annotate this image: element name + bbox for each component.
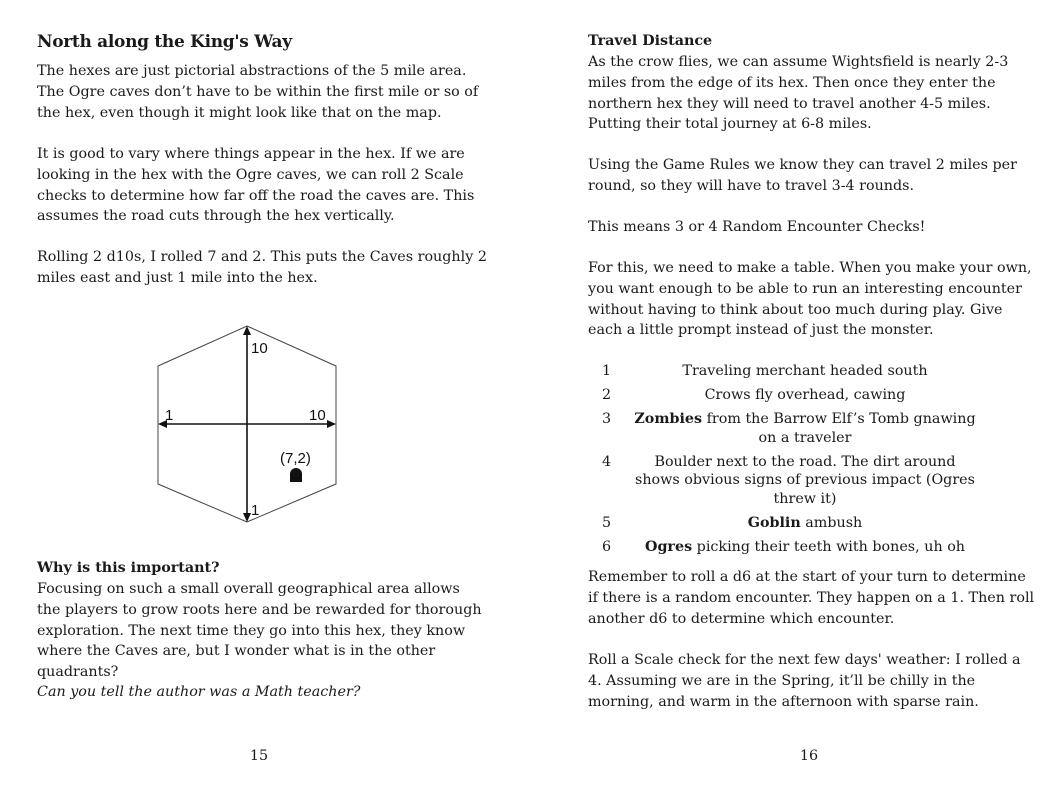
encounter-table [588, 362, 980, 562]
table-row [588, 453, 980, 514]
paragraph: The hexes are just pictorial abstractions of the 5 mile area. The Ogre caves don’t have to be within the first mile or so of the hex, even though it might look like that on the map. [37, 63, 479, 121]
encounter-description: Zombies from the Barrow Elf’s Tomb gnawing on a traveler [634, 411, 976, 446]
closing-note: Can you tell the author was a Math teacher? [37, 684, 361, 700]
axis-label-right: 10 [309, 407, 326, 424]
table-row [588, 362, 980, 386]
paragraph: Remember to roll a d6 at the start of your turn to determine if there is a random encounter. They happen on a 1. Then roll another d6 to determine which encounter. [588, 569, 1035, 627]
axis-label-top: 10 [251, 340, 268, 357]
section-heading: North along the King's Way [37, 32, 292, 52]
paragraph: Using the Game Rules we know they can travel 2 miles per round, so they will have to travel 3-4 rounds. [588, 157, 1017, 194]
page-number: 15 [249, 748, 269, 764]
why-heading: Why is this important? [37, 560, 220, 576]
paragraph: Rolling 2 d10s, I rolled 7 and 2. This puts the Caves roughly 2 miles east and just 1 mile into the hex. [37, 249, 487, 286]
encounter-number: 4 [602, 453, 612, 470]
encounter-description: Goblin ambush [747, 514, 863, 531]
paragraph: This means 3 or 4 Random Encounter Checks! [588, 219, 926, 235]
encounter-number: 2 [602, 387, 612, 403]
monster-name: Zombies [634, 411, 703, 427]
table-row [588, 514, 980, 538]
arrow-right-icon [327, 420, 336, 428]
encounter-description: Ogres picking their teeth with bones, uh oh [644, 538, 966, 555]
encounter-number: 6 [602, 538, 612, 555]
paragraph: As the crow flies, we can assume Wightsfield is nearly 2-3 miles from the edge of its hex. Then once they enter the northern hex they will need to travel another 4-5 miles. Putting their total journey at 6-8 miles. [588, 54, 1009, 133]
travel-heading: Travel Distance [588, 33, 713, 49]
hex-grid-diagram [150, 320, 350, 530]
axis-label-left: 1 [165, 407, 174, 424]
axis-label-bottom: 1 [251, 502, 260, 519]
paragraph: Roll a Scale check for the next few days' weather: I rolled a 4. Assuming we are in the Spring, it’ll be chilly in the morning, and warm in the afternoon with sparse rain. [588, 652, 1021, 710]
paragraph: For this, we need to make a table. When you make your own, you want enough to be able to run an interesting encounter without having to think about too much during play. Give each a little prompt instead of just the monster. [588, 260, 1032, 339]
table-row [588, 386, 980, 410]
monster-name: Ogres [644, 538, 693, 555]
encounter-description: Traveling merchant headed south [682, 363, 928, 379]
page-number: 16 [799, 748, 819, 764]
encounter-number: 1 [602, 363, 612, 379]
paragraph: Focusing on such a small overall geographical area allows the players to grow roots here and be rewarded for thorough exploration. The next time they go into this hex, they know where the Caves are, but I wonder what is in the other quadrants? [37, 581, 482, 681]
right-page [532, 0, 1064, 802]
encounter-description: Crows fly overhead, cawing [704, 387, 906, 403]
table-row [588, 410, 980, 453]
cave-coordinate-label: (7,2) [280, 450, 311, 467]
table-row [588, 538, 980, 562]
encounter-description: Boulder next to the road. The dirt around shows obvious signs of previous impact (Ogres threw it) [635, 453, 975, 507]
encounter-number: 5 [602, 514, 612, 531]
cave-entrance-icon [290, 468, 302, 482]
monster-name: Goblin [747, 514, 801, 531]
paragraph: It is good to vary where things appear in the hex. If we are looking in the hex with the Ogre caves, we can roll 2 Scale checks to determine how far off the road the caves are. This assumes the road cuts through the hex vertically. [37, 146, 475, 225]
encounter-number: 3 [602, 411, 612, 427]
